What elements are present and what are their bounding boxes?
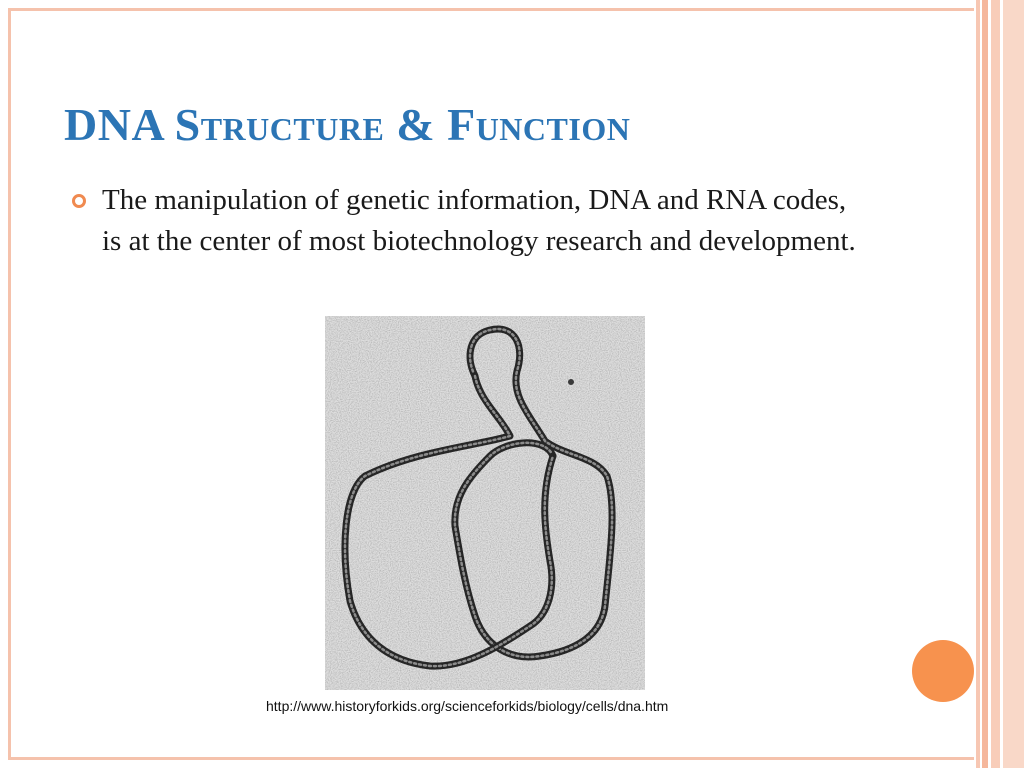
- dna-micrograph-svg: [325, 316, 645, 690]
- image-source-caption: http://www.historyforkids.org/scienceforkids/biology/cells/dna.htm: [266, 698, 669, 714]
- decorative-stripe: [991, 0, 1000, 768]
- hollow-circle-bullet-icon: [72, 194, 86, 208]
- bullet-text: The manipulation of genetic information, DNA and RNA codes, is at the center of most biotechnology research and development.: [102, 184, 856, 257]
- dna-micrograph-image: [325, 316, 645, 690]
- orange-circle-icon: [912, 640, 974, 702]
- decorative-stripe: [1003, 0, 1024, 768]
- slide-title: DNA Structure & Function: [64, 99, 631, 150]
